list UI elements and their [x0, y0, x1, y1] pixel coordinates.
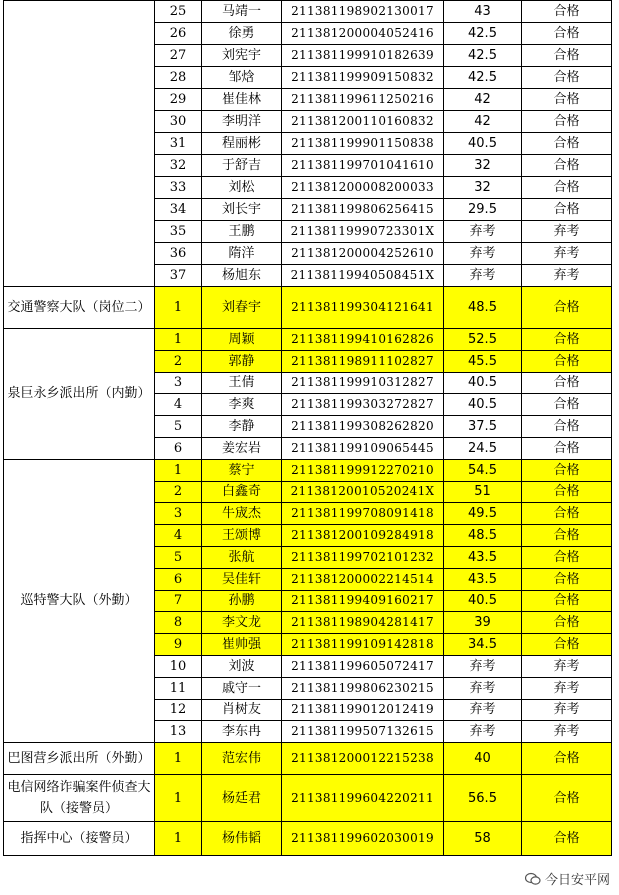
candidate-name: 杨廷君 — [202, 775, 282, 822]
candidate-name: 肖树友 — [202, 699, 282, 721]
row-number: 34 — [155, 199, 202, 221]
id-number: 211381199702101232 — [282, 546, 444, 568]
id-number: 211381199806230215 — [282, 677, 444, 699]
score: 弃考 — [444, 699, 522, 721]
result: 合格 — [522, 525, 612, 547]
score: 42.5 — [444, 45, 522, 67]
score: 48.5 — [444, 525, 522, 547]
id-number: 211381199409160217 — [282, 590, 444, 612]
candidate-name: 崔佳林 — [202, 89, 282, 111]
row-number: 28 — [155, 67, 202, 89]
id-number: 211381199604220211 — [282, 775, 444, 822]
candidate-name: 王鹏 — [202, 221, 282, 243]
candidate-name: 戚守一 — [202, 677, 282, 699]
row-number: 1 — [155, 329, 202, 351]
candidate-name: 李爽 — [202, 394, 282, 416]
result: 合格 — [522, 133, 612, 155]
score: 42.5 — [444, 23, 522, 45]
result: 合格 — [522, 155, 612, 177]
id-number: 211381199507132615 — [282, 721, 444, 743]
row-number: 6 — [155, 437, 202, 459]
id-number: 211381199901150838 — [282, 133, 444, 155]
score: 弃考 — [444, 655, 522, 677]
score: 43 — [444, 1, 522, 23]
result: 合格 — [522, 45, 612, 67]
table-row — [4, 775, 612, 822]
row-number: 32 — [155, 155, 202, 177]
id-number: 211381198904281417 — [282, 612, 444, 634]
table-row — [4, 287, 612, 329]
candidate-name: 杨旭东 — [202, 265, 282, 287]
table-row — [4, 329, 612, 351]
result: 合格 — [522, 503, 612, 525]
row-number: 1 — [155, 459, 202, 481]
score: 54.5 — [444, 459, 522, 481]
row-number: 33 — [155, 177, 202, 199]
score: 58 — [444, 822, 522, 856]
row-number: 2 — [155, 350, 202, 372]
id-number: 21138119990723301X — [282, 221, 444, 243]
candidate-name: 崔帅强 — [202, 634, 282, 656]
result: 合格 — [522, 67, 612, 89]
row-number: 36 — [155, 243, 202, 265]
id-number: 211381199602030019 — [282, 822, 444, 856]
score: 40.5 — [444, 590, 522, 612]
score: 39 — [444, 612, 522, 634]
score: 52.5 — [444, 329, 522, 351]
candidate-name: 刘波 — [202, 655, 282, 677]
id-number: 21138120010520241X — [282, 481, 444, 503]
result: 合格 — [522, 743, 612, 775]
id-number: 211381199910182639 — [282, 45, 444, 67]
result: 合格 — [522, 177, 612, 199]
row-number: 10 — [155, 655, 202, 677]
result: 合格 — [522, 481, 612, 503]
result: 合格 — [522, 568, 612, 590]
id-number: 211381200008200033 — [282, 177, 444, 199]
id-number: 211381200109284918 — [282, 525, 444, 547]
candidate-name: 马靖一 — [202, 1, 282, 23]
row-number: 25 — [155, 1, 202, 23]
candidate-name: 程丽彬 — [202, 133, 282, 155]
result: 弃考 — [522, 655, 612, 677]
candidate-name: 刘长宇 — [202, 199, 282, 221]
result: 弃考 — [522, 265, 612, 287]
candidate-name: 刘松 — [202, 177, 282, 199]
candidate-name: 郭静 — [202, 350, 282, 372]
result: 合格 — [522, 437, 612, 459]
score: 40.5 — [444, 133, 522, 155]
group-label: 巡特警大队（外勤） — [4, 459, 155, 742]
id-number: 211381199912270210 — [282, 459, 444, 481]
candidate-name: 李东冉 — [202, 721, 282, 743]
score: 40.5 — [444, 372, 522, 394]
score: 弃考 — [444, 721, 522, 743]
row-number: 5 — [155, 546, 202, 568]
id-number: 211381199708091418 — [282, 503, 444, 525]
result: 弃考 — [522, 721, 612, 743]
candidate-name: 蔡宁 — [202, 459, 282, 481]
result: 合格 — [522, 287, 612, 329]
row-number: 37 — [155, 265, 202, 287]
result: 弃考 — [522, 699, 612, 721]
score: 32 — [444, 177, 522, 199]
row-number: 2 — [155, 481, 202, 503]
score: 34.5 — [444, 634, 522, 656]
score: 45.5 — [444, 350, 522, 372]
id-number: 211381199109142818 — [282, 634, 444, 656]
row-number: 3 — [155, 372, 202, 394]
result: 合格 — [522, 111, 612, 133]
watermark — [522, 868, 613, 889]
result: 合格 — [522, 394, 612, 416]
score: 弃考 — [444, 243, 522, 265]
id-number: 21138119940508451X — [282, 265, 444, 287]
id-number: 211381199909150832 — [282, 67, 444, 89]
candidate-name: 刘春宇 — [202, 287, 282, 329]
id-number: 211381200110160832 — [282, 111, 444, 133]
row-number: 31 — [155, 133, 202, 155]
score: 40.5 — [444, 394, 522, 416]
group-label: 巴图营乡派出所（外勤） — [4, 743, 155, 775]
row-number: 12 — [155, 699, 202, 721]
id-number: 211381199806256415 — [282, 199, 444, 221]
result: 合格 — [522, 329, 612, 351]
id-number: 211381199605072417 — [282, 655, 444, 677]
score: 弃考 — [444, 265, 522, 287]
score: 56.5 — [444, 775, 522, 822]
result: 弃考 — [522, 243, 612, 265]
score: 43.5 — [444, 546, 522, 568]
id-number: 211381199910312827 — [282, 372, 444, 394]
id-number: 211381200004252610 — [282, 243, 444, 265]
result: 合格 — [522, 590, 612, 612]
results-table — [3, 0, 612, 856]
candidate-name: 于舒吉 — [202, 155, 282, 177]
candidate-name: 孙鹏 — [202, 590, 282, 612]
table-row — [4, 743, 612, 775]
candidate-name: 徐勇 — [202, 23, 282, 45]
score: 29.5 — [444, 199, 522, 221]
watermark-text: 今日安平网 — [544, 873, 610, 888]
group-label — [4, 1, 155, 287]
score: 42.5 — [444, 67, 522, 89]
id-number: 211381200004052416 — [282, 23, 444, 45]
score: 40 — [444, 743, 522, 775]
candidate-name: 牛宬杰 — [202, 503, 282, 525]
row-number: 13 — [155, 721, 202, 743]
id-number: 211381199701041610 — [282, 155, 444, 177]
id-number: 211381199410162826 — [282, 329, 444, 351]
result: 合格 — [522, 89, 612, 111]
candidate-name: 姜宏岩 — [202, 437, 282, 459]
row-number: 7 — [155, 590, 202, 612]
table-row — [4, 1, 612, 23]
candidate-name: 白鑫奇 — [202, 481, 282, 503]
candidate-name: 邹焓 — [202, 67, 282, 89]
id-number: 211381200012215238 — [282, 743, 444, 775]
row-number: 4 — [155, 394, 202, 416]
candidate-name: 隋洋 — [202, 243, 282, 265]
id-number: 211381199303272827 — [282, 394, 444, 416]
result: 合格 — [522, 199, 612, 221]
candidate-name: 李文龙 — [202, 612, 282, 634]
result: 合格 — [522, 1, 612, 23]
row-number: 26 — [155, 23, 202, 45]
result: 弃考 — [522, 221, 612, 243]
candidate-name: 范宏伟 — [202, 743, 282, 775]
table-row — [4, 822, 612, 856]
row-number: 4 — [155, 525, 202, 547]
score: 弃考 — [444, 221, 522, 243]
id-number: 211381200002214514 — [282, 568, 444, 590]
score: 弃考 — [444, 677, 522, 699]
row-number: 1 — [155, 775, 202, 822]
score: 51 — [444, 481, 522, 503]
score: 37.5 — [444, 416, 522, 438]
candidate-name: 周颖 — [202, 329, 282, 351]
result: 合格 — [522, 459, 612, 481]
group-label: 泉巨永乡派出所（内勤） — [4, 329, 155, 460]
candidate-name: 王颂博 — [202, 525, 282, 547]
id-number: 211381199308262820 — [282, 416, 444, 438]
result: 弃考 — [522, 677, 612, 699]
id-number: 211381198911102827 — [282, 350, 444, 372]
score: 49.5 — [444, 503, 522, 525]
result: 合格 — [522, 416, 612, 438]
candidate-name: 李静 — [202, 416, 282, 438]
candidate-name: 吴佳轩 — [202, 568, 282, 590]
row-number: 1 — [155, 287, 202, 329]
score: 43.5 — [444, 568, 522, 590]
result: 合格 — [522, 23, 612, 45]
score: 42 — [444, 111, 522, 133]
row-number: 9 — [155, 634, 202, 656]
row-number: 1 — [155, 743, 202, 775]
id-number: 211381198902130017 — [282, 1, 444, 23]
row-number: 8 — [155, 612, 202, 634]
id-number: 211381199012012419 — [282, 699, 444, 721]
id-number: 211381199611250216 — [282, 89, 444, 111]
group-label: 电信网络诈骗案件侦查大队（接警员） — [4, 775, 155, 822]
result: 合格 — [522, 372, 612, 394]
candidate-name: 王倩 — [202, 372, 282, 394]
row-number: 30 — [155, 111, 202, 133]
row-number: 27 — [155, 45, 202, 67]
candidate-name: 刘宪宇 — [202, 45, 282, 67]
result: 合格 — [522, 822, 612, 856]
result: 合格 — [522, 546, 612, 568]
candidate-name: 张航 — [202, 546, 282, 568]
candidate-name: 李明洋 — [202, 111, 282, 133]
table-row — [4, 459, 612, 481]
result: 合格 — [522, 612, 612, 634]
score: 24.5 — [444, 437, 522, 459]
score: 32 — [444, 155, 522, 177]
result: 合格 — [522, 775, 612, 822]
result: 合格 — [522, 350, 612, 372]
score: 42 — [444, 89, 522, 111]
row-number: 1 — [155, 822, 202, 856]
row-number: 3 — [155, 503, 202, 525]
id-number: 211381199109065445 — [282, 437, 444, 459]
result: 合格 — [522, 634, 612, 656]
id-number: 211381199304121641 — [282, 287, 444, 329]
candidate-name: 杨伟韬 — [202, 822, 282, 856]
group-label: 交通警察大队（岗位二） — [4, 287, 155, 329]
row-number: 29 — [155, 89, 202, 111]
group-label: 指挥中心（接警员） — [4, 822, 155, 856]
row-number: 6 — [155, 568, 202, 590]
row-number: 35 — [155, 221, 202, 243]
row-number: 11 — [155, 677, 202, 699]
row-number: 5 — [155, 416, 202, 438]
wechat-icon — [525, 872, 541, 886]
score: 48.5 — [444, 287, 522, 329]
